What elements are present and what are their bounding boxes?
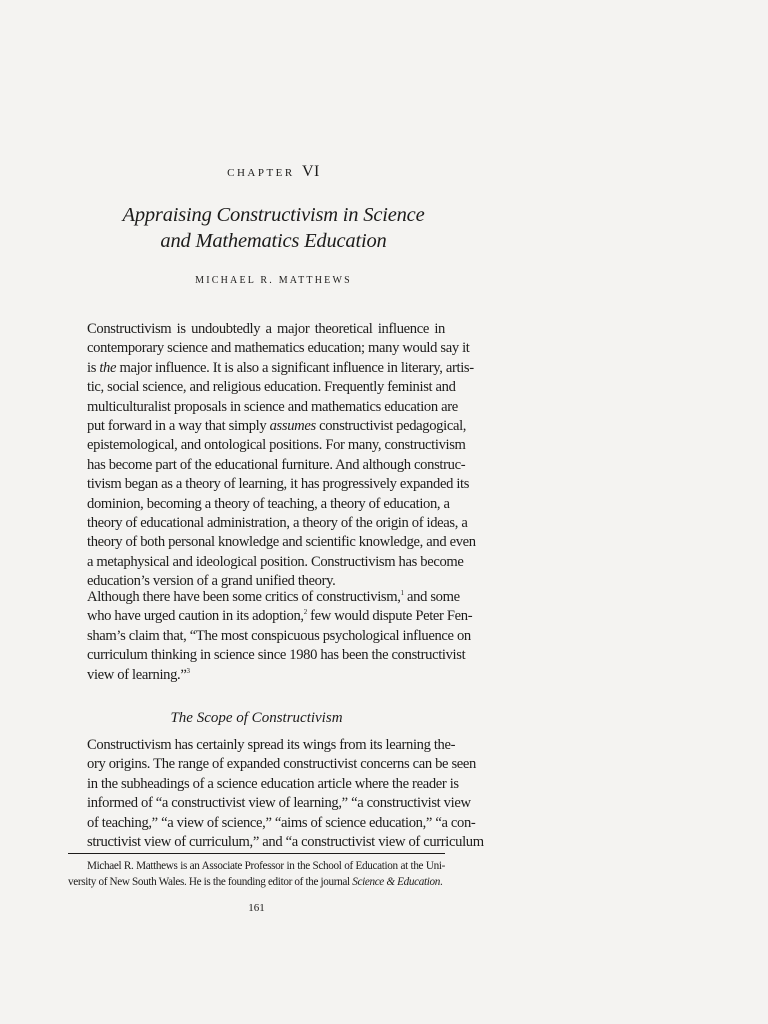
text-run: view of learning.” [87,666,187,683]
text-line: in the subheadings of a science education article where the reader is [87,775,459,792]
chapter-label [68,162,479,183]
page-number: 161 [248,902,265,914]
text-run: . [440,876,443,888]
chapter-word: CHAPTER [227,167,295,179]
text-run: put forward in a way that simply [87,418,270,435]
paragraph-2-text [68,588,473,685]
footnote-ref-3: 3 [186,666,190,675]
text-run: versity of New South Wales. He is the founding editor of the journal [68,876,353,888]
author-name: MICHAEL R. MATTHEWS [195,275,352,286]
text-line: curriculum thinking in science since 1980 has been the constructivist [87,647,466,664]
footnote-line: Michael R. Matthews is an Associate Professor in the School of Education at the Uni- [87,860,445,872]
text-run: major influence. It is also a significant influence in literary, artis- [119,359,474,376]
text-line: epistemological, and ontological positions. For many, constructivism [87,437,466,454]
paragraph-1 [68,320,476,592]
text-run: Although there have been some critics of constructivism, [87,589,401,605]
emphasis-text: assumes [269,418,316,435]
footnote-ref-1: 1 [400,589,404,598]
text-line: ory origins. The range of expanded constructivist concerns can be seen [87,756,476,773]
text-line: Constructivism has certainly spread its wings from its learning the- [87,737,456,753]
text-run: is [87,359,100,376]
section-heading: The Scope of Constructivism [170,710,343,726]
paragraph-3-text [68,736,484,852]
text-line: a metaphysical and ideological position. Constructivism has become [87,553,464,570]
text-line: multiculturalist proposals in science and mathematics education are [87,398,458,415]
text-line [68,666,445,685]
footnote-divider [68,853,445,854]
footnote-ref-2: 2 [303,608,307,617]
text-line [68,607,473,626]
journal-title: Science & Education [352,876,441,888]
text-line: sham’s claim that, “The most conspicuous psychological influence on [87,627,471,644]
text-line: contemporary science and mathematics education; many would say it [87,340,470,357]
paragraph-2 [68,588,473,685]
text-run: constructivist pedagogical, [315,418,467,435]
paragraph-3 [68,736,484,852]
emphasis-text: the [99,359,117,376]
paragraph-1-text [68,320,476,592]
text-line: theory of both personal knowledge and scientific knowledge, and even [87,534,476,551]
chapter-title [68,202,479,254]
chapter-title-line-1: Appraising Constructivism in Science [122,204,425,226]
text-line: dominion, becoming a theory of teaching, a theory of education, a [87,495,450,512]
footnote-line [68,874,445,890]
text-line: structivist view of curriculum,” and “a constructivist view of curriculum [87,834,484,851]
text-line: tivism began as a theory of learning, it has progressively expanded its [87,476,470,493]
text-run: few would dispute Peter Fen- [306,608,473,625]
text-line: of teaching,” “a view of science,” “aims of science education,” “a con- [87,814,476,831]
text-run: who have urged caution in its adoption, [87,608,304,625]
text-line: theory of educational administration, a theory of the origin of ideas, a [87,515,468,532]
book-page [68,0,700,1024]
text-line: informed of “a constructivist view of learning,” “a constructivist view [87,795,471,812]
text-line: Constructivism is undoubtedly a major theoretical influence in [87,321,445,337]
author-footnote [68,858,445,890]
text-line [68,359,474,378]
text-line: has become part of the educational furniture. And although construc- [87,456,466,473]
text-line [68,417,467,436]
text-line: tic, social science, and religious education. Frequently feminist and [87,379,456,396]
chapter-title-line-2: and Mathematics Education [160,230,387,252]
text-line: education’s version of a grand unified theory. [87,573,336,590]
text-run: and some [403,589,460,605]
chapter-number: VI [301,163,320,180]
text-line [68,588,460,607]
